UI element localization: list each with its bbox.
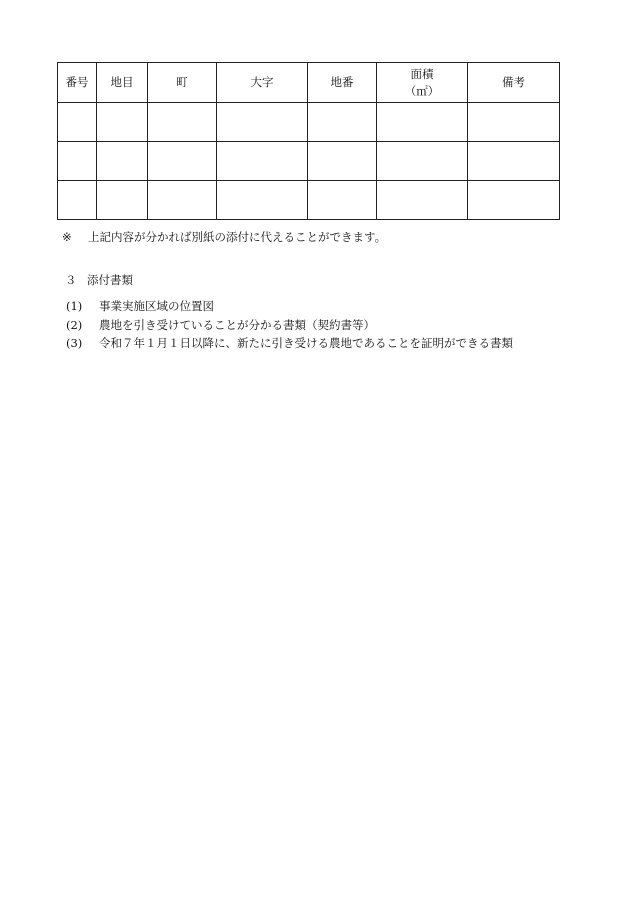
table-cell	[217, 181, 308, 220]
table-row	[58, 103, 560, 142]
table-cell	[58, 103, 97, 142]
reference-mark: ※	[62, 230, 72, 244]
table-cell	[148, 103, 217, 142]
header-remarks: 備考	[468, 63, 560, 103]
section-number: ３	[65, 273, 77, 287]
table-cell	[97, 142, 148, 181]
section-heading	[65, 271, 133, 289]
table-cell	[377, 103, 468, 142]
header-lot-number: 地番	[308, 63, 377, 103]
list-item-number: (3)	[66, 336, 83, 350]
section-title-text: 添付書類	[87, 273, 133, 287]
table-cell	[468, 142, 560, 181]
header-oaza: 大字	[217, 63, 308, 103]
note-text: 上記内容が分かれば別紙の添付に代えることができます。	[88, 230, 387, 244]
list-item	[66, 334, 513, 353]
table-cell	[217, 103, 308, 142]
header-number: 番号	[58, 63, 97, 103]
table-cell	[308, 181, 377, 220]
list-item-number: (2)	[66, 317, 83, 332]
attachment-list	[66, 297, 513, 353]
list-item	[66, 297, 513, 316]
table-cell	[58, 142, 97, 181]
table-cell	[308, 103, 377, 142]
table-cell	[308, 142, 377, 181]
land-info-table	[57, 62, 560, 220]
list-item-text: 事業実施区域の位置図	[99, 299, 214, 313]
table-cell	[97, 181, 148, 220]
header-area	[377, 63, 468, 103]
table-row	[58, 142, 560, 181]
list-item-text: 令和７年１月１日以降に、新たに引き受ける農地であることを証明ができる書類	[99, 336, 513, 350]
header-town: 町	[148, 63, 217, 103]
table-cell	[58, 181, 97, 220]
table-cell	[148, 142, 217, 181]
table-header-row	[58, 63, 560, 103]
header-land-category: 地目	[97, 63, 148, 103]
table-row	[58, 181, 560, 220]
table-cell	[377, 142, 468, 181]
header-area-unit: （㎡）	[404, 83, 440, 98]
header-area-label: 面積	[410, 66, 434, 81]
list-item	[66, 316, 513, 335]
table-note	[62, 228, 386, 246]
table-cell	[468, 103, 560, 142]
table-cell	[148, 181, 217, 220]
table-cell	[468, 181, 560, 220]
table-cell	[217, 142, 308, 181]
table-cell	[377, 181, 468, 220]
list-item-text: 農地を引き受けていることが分かる書類（契約書等）	[99, 317, 375, 332]
list-item-number: (1)	[66, 299, 83, 313]
table-cell	[97, 103, 148, 142]
